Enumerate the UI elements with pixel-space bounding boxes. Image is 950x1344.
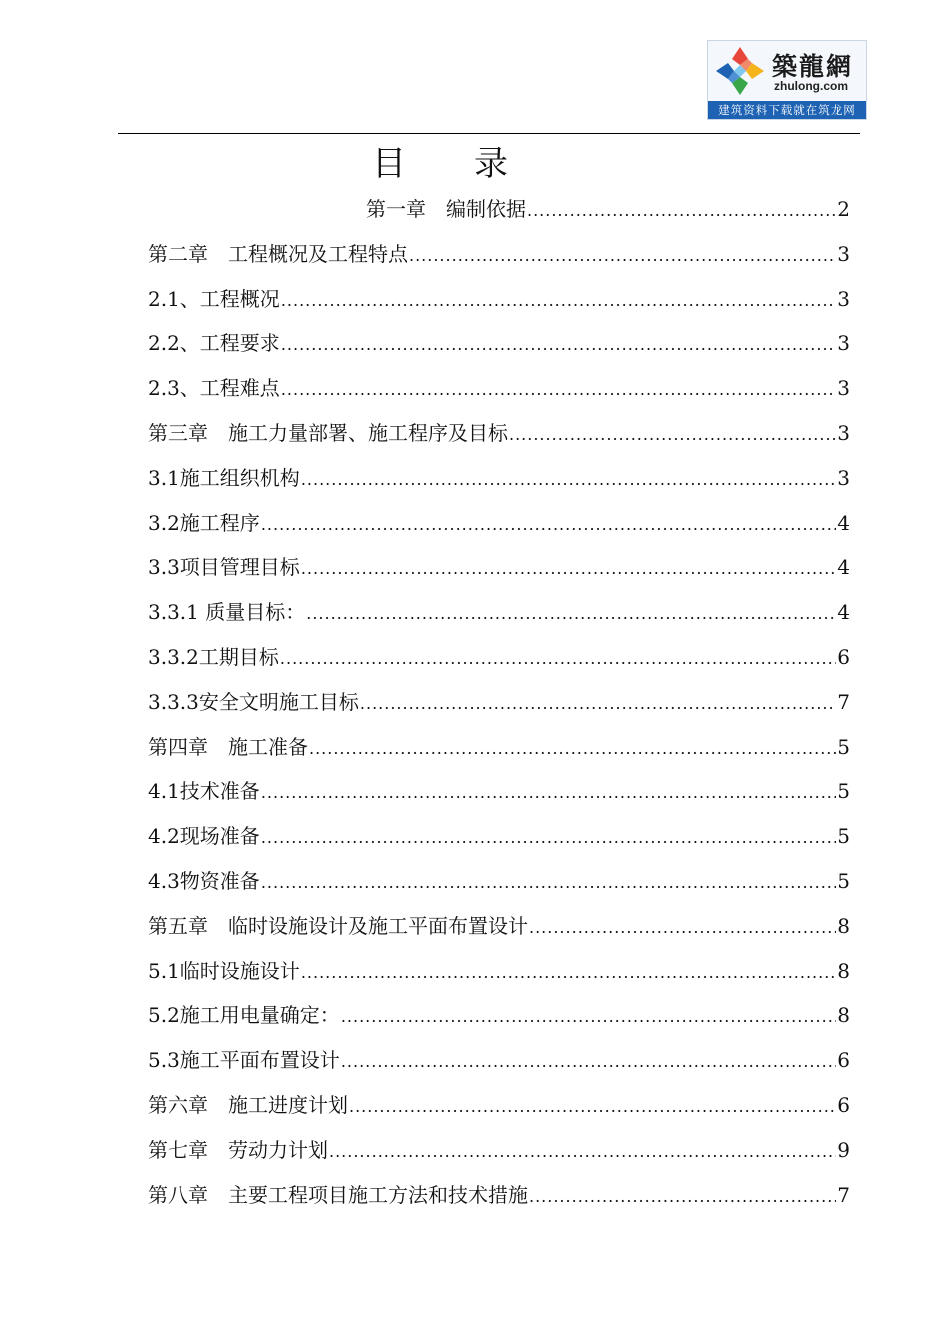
toc-entry-label: 第四章 施工准备 [148, 734, 308, 759]
toc-entry-page: 3 [837, 286, 850, 311]
toc-entry-label: 第五章 临时设施设计及施工平面布置设计 [148, 913, 528, 938]
toc-entry-label: 第八章 主要工程项目施工方法和技术措施 [148, 1182, 528, 1207]
header-rule [118, 133, 860, 134]
toc-leader-dots [341, 1007, 836, 1026]
toc-entry[interactable] [148, 417, 850, 462]
toc-entry[interactable] [148, 596, 850, 641]
toc-entry[interactable] [148, 1179, 850, 1224]
toc-entry[interactable] [148, 327, 850, 372]
toc-leader-dots [261, 783, 836, 802]
toc-leader-dots [261, 828, 836, 847]
toc-entry[interactable] [148, 641, 850, 686]
toc-entry-label: 3.3.2工期目标 [148, 644, 279, 669]
toc-entry-page: 8 [837, 913, 850, 938]
toc-entry-page: 5 [837, 824, 850, 849]
toc-entry[interactable] [148, 193, 850, 238]
toc-entry[interactable] [148, 731, 850, 776]
toc-leader-dots [281, 380, 836, 399]
toc-entry-page: 7 [837, 1182, 850, 1207]
toc-entry[interactable] [148, 775, 850, 820]
toc-entry[interactable] [148, 1134, 850, 1179]
toc-leader-dots [261, 873, 836, 892]
toc-leader-dots [409, 246, 836, 265]
toc-leader-dots [301, 470, 836, 489]
toc-leader-dots [349, 1097, 836, 1116]
toc-leader-dots [529, 918, 836, 937]
toc-entry-page: 3 [837, 420, 850, 445]
toc-entry-page: 4 [837, 555, 850, 580]
toc-entry-label: 5.2施工用电量确定： [148, 1003, 340, 1028]
toc-entry-page: 6 [837, 1048, 850, 1073]
toc-leader-dots [309, 739, 836, 758]
toc-leader-dots [360, 694, 836, 713]
toc-leader-dots [527, 201, 836, 220]
toc-entry-page: 6 [837, 1092, 850, 1117]
toc-leader-dots [301, 559, 836, 578]
toc-entry-label: 4.3物资准备 [148, 868, 260, 893]
toc-entry-page: 8 [837, 1003, 850, 1028]
toc-entry[interactable] [148, 1089, 850, 1134]
toc-entry-label: 第二章 工程概况及工程特点 [148, 241, 408, 266]
toc-entry-label: 3.2施工程序 [148, 510, 260, 535]
toc-entry-label: 第七章 劳动力计划 [148, 1137, 328, 1162]
toc-entry[interactable] [148, 507, 850, 552]
toc-leader-dots [306, 604, 836, 623]
toc-entry-label: 3.3.3安全文明施工目标 [148, 689, 359, 714]
toc-entry-page: 8 [837, 958, 850, 983]
toc-entry-page: 9 [837, 1137, 850, 1162]
zhulong-logo-mark-icon [714, 45, 766, 97]
toc-leader-dots [261, 515, 836, 534]
toc-entry-label: 5.3施工平面布置设计 [148, 1048, 340, 1073]
toc-entry-label: 第三章 施工力量部署、施工程序及目标 [148, 420, 508, 445]
logo-brand-name: 築龍網 [772, 52, 854, 81]
toc-entry[interactable] [148, 551, 850, 596]
zhulong-logo [707, 40, 867, 120]
logo-domain: zhulong.com [774, 79, 848, 93]
toc-entry-page: 2 [837, 197, 850, 221]
toc-leader-dots [341, 1052, 836, 1071]
toc-entry-label: 4.1技术准备 [148, 779, 260, 804]
toc-leader-dots [529, 1187, 836, 1206]
toc-entry-page: 7 [837, 689, 850, 714]
toc-entry-label: 第一章 编制依据 [366, 197, 526, 221]
toc-entry-page: 3 [837, 241, 850, 266]
toc-leader-dots [280, 649, 836, 668]
toc-entry-page: 3 [837, 331, 850, 356]
toc-entry-page: 6 [837, 644, 850, 669]
toc-entry[interactable] [148, 1044, 850, 1089]
toc-entry-label: 第六章 施工进度计划 [148, 1092, 348, 1117]
toc-entry-label: 2.1、工程概况 [148, 286, 280, 311]
toc-leader-dots [509, 425, 836, 444]
toc-entry-label: 2.2、工程要求 [148, 331, 280, 356]
toc-entry[interactable] [148, 999, 850, 1044]
toc-entry-label: 4.2现场准备 [148, 824, 260, 849]
toc-entry-page: 4 [837, 600, 850, 625]
toc-entry[interactable] [148, 372, 850, 417]
toc-entry[interactable] [148, 865, 850, 910]
toc-leader-dots [281, 335, 836, 354]
toc-entry[interactable] [148, 462, 850, 507]
toc-entry-label: 3.3项目管理目标 [148, 555, 300, 580]
toc-entry-label: 5.1临时设施设计 [148, 958, 300, 983]
toc-entry-page: 3 [837, 465, 850, 490]
toc-entry-page: 5 [837, 734, 850, 759]
logo-slogan: 建筑资料下载就在筑龙网 [708, 101, 866, 119]
toc-entry[interactable] [148, 910, 850, 955]
toc-leader-dots [301, 963, 836, 982]
toc-leader-dots [281, 291, 836, 310]
toc-entry[interactable] [148, 686, 850, 731]
toc-leader-dots [329, 1142, 836, 1161]
toc-entry[interactable] [148, 955, 850, 1000]
toc-entry-label: 3.3.1 质量目标： [148, 600, 306, 625]
toc-entry-page: 5 [837, 868, 850, 893]
table-of-contents [148, 193, 850, 1223]
toc-entry-page: 3 [837, 376, 850, 401]
toc-entry-page: 5 [837, 779, 850, 804]
toc-entry[interactable] [148, 283, 850, 328]
toc-entry-label: 2.3、工程难点 [148, 376, 280, 401]
toc-entry-label: 3.1施工组织机构 [148, 465, 300, 490]
toc-title: 目 录 [372, 144, 508, 184]
toc-entry[interactable] [148, 820, 850, 865]
toc-entry-page: 4 [837, 510, 850, 535]
toc-entry[interactable] [148, 238, 850, 283]
